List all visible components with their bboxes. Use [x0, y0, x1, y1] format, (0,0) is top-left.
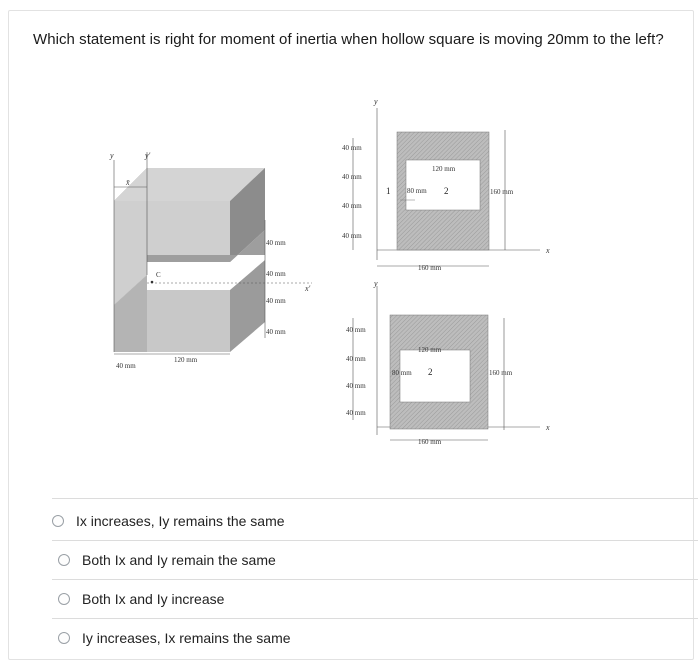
option-2[interactable] — [58, 541, 698, 579]
left-dim-3: 40 mm — [266, 297, 286, 305]
bottom-axis-x-label: x — [546, 423, 550, 432]
bottom-outer-width: 160 mm — [418, 438, 442, 446]
figure-svg — [100, 90, 570, 450]
left-axis-y-prime-label: y' — [145, 151, 151, 160]
top-outer-width: 160 mm — [418, 264, 442, 272]
top-dim-3: 40 mm — [342, 202, 362, 210]
top-region-2: 2 — [444, 186, 449, 196]
option-4[interactable] — [58, 619, 698, 657]
bottom-dim-1: 40 mm — [346, 326, 366, 334]
top-dim-1: 40 mm — [342, 144, 362, 152]
option-3-label: Both Ix and Iy increase — [82, 591, 225, 607]
radio-option-4[interactable] — [58, 632, 70, 644]
xbar-label: x̄ — [126, 178, 130, 187]
left-dim-1: 40 mm — [266, 239, 286, 247]
option-divider — [52, 498, 698, 499]
option-2-label: Both Ix and Iy remain the same — [82, 552, 276, 568]
left-axis-y-label: y — [110, 151, 114, 160]
radio-option-2[interactable] — [58, 554, 70, 566]
centroid-dot — [151, 281, 154, 284]
top-outer-height: 160 mm — [490, 188, 514, 196]
option-1-label: Ix increases, Iy remains the same — [76, 513, 285, 529]
top-axis-x-label: x — [546, 246, 550, 255]
option-3[interactable] — [58, 580, 698, 618]
bottom-dim-4: 40 mm — [346, 409, 366, 417]
bottom-section-diagram — [353, 286, 540, 440]
question-text: Which statement is right for moment of inertia when hollow square is moving 20mm to the left? — [33, 31, 664, 48]
bottom-dim-3: 40 mm — [346, 382, 366, 390]
left-dim-2: 40 mm — [266, 270, 286, 278]
top-axis-y-label: y — [374, 97, 378, 106]
bottom-inner-height: 80 mm — [392, 369, 412, 377]
top-region-1: 1 — [386, 186, 391, 196]
bottom-outer-height: 160 mm — [489, 369, 513, 377]
option-4-label: Iy increases, Ix remains the same — [82, 630, 291, 646]
radio-option-3[interactable] — [58, 593, 70, 605]
bottom-dim-2: 40 mm — [346, 355, 366, 363]
top-dim-2: 40 mm — [342, 173, 362, 181]
left-axis-x-prime-label: x' — [305, 284, 311, 293]
bottom-inner-width: 120 mm — [418, 346, 442, 354]
option-1[interactable] — [52, 502, 692, 540]
radio-option-1[interactable] — [52, 515, 64, 527]
bottom-region-2: 2 — [428, 367, 433, 377]
question-figure — [100, 90, 570, 450]
bottom-axis-y-label: y — [374, 279, 378, 288]
left-dim-width: 120 mm — [174, 356, 198, 364]
top-dim-4: 40 mm — [342, 232, 362, 240]
top-inner-height: 80 mm — [407, 187, 427, 195]
centroid-label: C — [156, 271, 161, 279]
top-inner-width: 120 mm — [432, 165, 456, 173]
left-dim-left: 40 mm — [116, 362, 136, 370]
c-section-3d — [114, 152, 312, 354]
left-dim-4: 40 mm — [266, 328, 286, 336]
